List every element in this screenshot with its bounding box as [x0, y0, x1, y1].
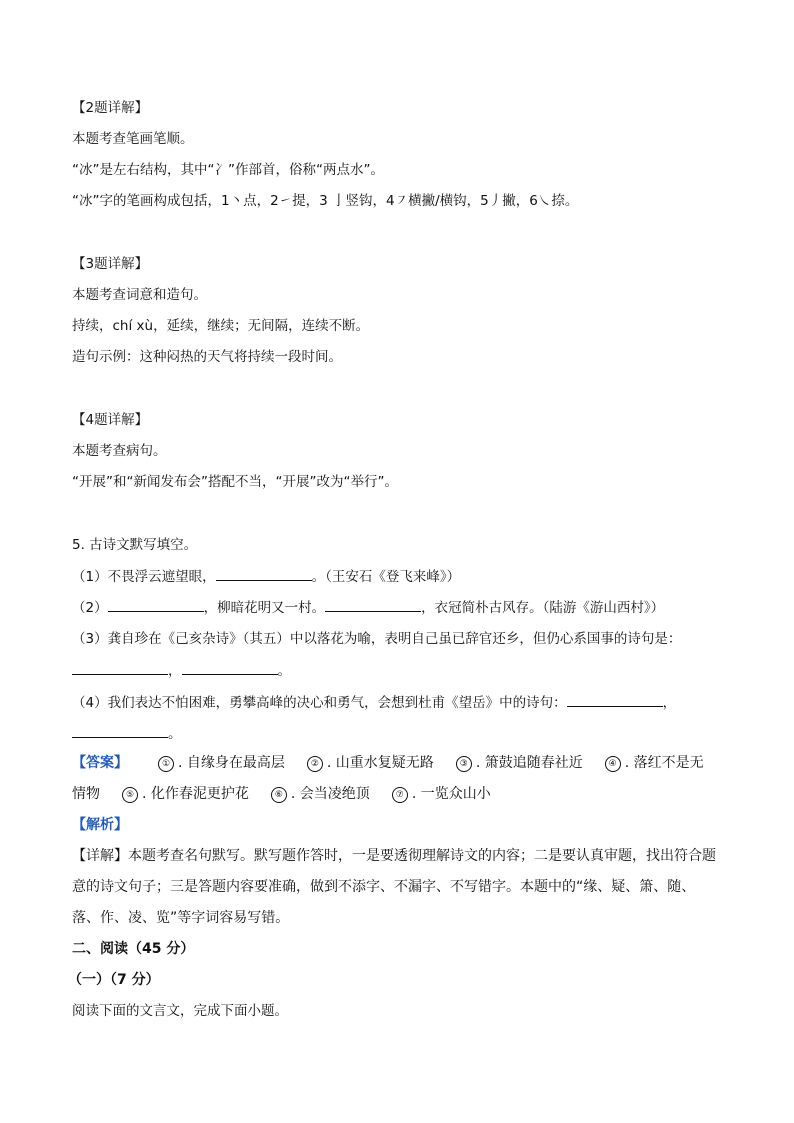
q5-part4-text-a: （4）我们表达不怕困难，勇攀高峰的决心和勇气，会想到杜甫《望岳》中的诗句：	[72, 695, 567, 711]
q2-heading: 【2题详解】	[72, 100, 149, 116]
q4-line2: “开展”和“新闻发布会”搭配不当，“开展”改为“举行”。	[72, 474, 398, 490]
q4-line1: 本题考查病句。	[72, 443, 167, 459]
q5-blank-7[interactable]	[72, 723, 168, 738]
answer-item-7-text: . 一览众山小	[411, 786, 491, 802]
circle-number-7: ⑦	[392, 787, 408, 803]
q2-line3: “冰”字的笔画构成包括，1丶点，2㇀提，3 亅竖钩，4㇇横撇/横钩，5丿撇，6㇏捺。	[72, 193, 579, 209]
q5-part1-text-a: （1）不畏浮云遮望眼，	[72, 569, 216, 585]
answer-item-6-text: . 会当凌绝顶	[290, 786, 370, 802]
q4-heading: 【4题详解】	[72, 412, 149, 428]
q5-title: 5. 古诗文默写填空。	[72, 537, 198, 553]
answer-item-6	[271, 786, 370, 802]
section-2-title: 二、阅读（45 分）	[72, 941, 195, 957]
q5-part3-blanks	[72, 660, 291, 681]
q5-blank-4[interactable]	[72, 660, 168, 675]
answer-line2	[72, 784, 491, 804]
q5-part3-text-b: ，	[168, 663, 182, 679]
answer-item-4-tail: 情物	[72, 786, 100, 802]
q5-part2-text-a: （2）	[72, 600, 108, 616]
answer-item-3-text: . 箫鼓追随春社近	[475, 755, 583, 771]
q5-part2-text-b: ，柳暗花明又一村。	[203, 600, 326, 616]
q5-part1-text-b: 。（王安石《登飞来峰》）	[311, 569, 461, 585]
answer-item-1-text: . 自缘身在最高层	[178, 755, 285, 771]
q2-line2: “冰”是左右结构，其中“冫”作部首，俗称“两点水”。	[72, 162, 384, 178]
answer-item-2	[307, 755, 434, 771]
answer-item-3	[456, 755, 583, 771]
q3-line2: 持续，chí xù，延续，继续；无间隔，连续不断。	[72, 318, 370, 334]
q5-part4	[72, 692, 676, 713]
q5-part3-text-a: （3）龚自珍在《己亥杂诗》（其五）中以落花为喻，表明自己虽已辞官还乡，但仍心系国事的诗句是：	[72, 631, 682, 647]
q5-blank-2[interactable]	[108, 597, 204, 612]
analysis-line2: 意的诗文句子；三是答题内容要准确，做到不添字、不漏字、不写错字。本题中的“缘、疑、箫、随、	[72, 879, 696, 895]
answer-item-2-text: . 山重水复疑无路	[326, 755, 434, 771]
answer-item-5-text: . 化作春泥更护花	[142, 786, 249, 802]
circle-number-3: ③	[456, 756, 472, 772]
q5-blank-6[interactable]	[567, 692, 663, 707]
circle-number-1: ①	[158, 756, 174, 772]
circle-number-2: ②	[307, 756, 323, 772]
answer-line1	[72, 753, 704, 773]
analysis-line1	[72, 846, 716, 866]
analysis-line3: 落、作、凌、览”等字词容易写错。	[72, 910, 290, 926]
q5-part3-text-c: 。	[277, 663, 291, 679]
circle-number-5: ⑤	[122, 787, 138, 803]
q5-part4-line2	[72, 723, 182, 744]
q5-part2	[72, 597, 664, 618]
answer-item-7	[392, 786, 491, 802]
q5-blank-5[interactable]	[182, 660, 278, 675]
q5-part2-text-c: ，衣冠简朴古风存。（陆游《游山西村》）	[421, 600, 665, 616]
q3-line1: 本题考查词意和造句。	[72, 287, 207, 303]
answer-item-1	[158, 755, 285, 771]
q5-blank-3[interactable]	[325, 597, 421, 612]
answer-item-4-text: . 落红不是无	[624, 755, 704, 771]
q3-heading: 【3题详解】	[72, 256, 149, 272]
answer-item-5	[122, 786, 249, 802]
analysis-label: 【解析】	[72, 817, 128, 833]
analysis-line1-text: 本题考查名句默写。默写题作答时，一是要透彻理解诗文的内容；二是要认真审题，找出符合题	[128, 848, 716, 864]
answer-item-4	[605, 755, 704, 771]
q2-line1: 本题考查笔画笔顺。	[72, 131, 194, 147]
q5-part1	[72, 566, 460, 587]
q5-blank-1[interactable]	[216, 566, 312, 581]
q5-part4-text-c: 。	[168, 726, 182, 742]
section-2-subtitle: （一）（7 分）	[68, 972, 160, 988]
section-2-instruction: 阅读下面的文言文，完成下面小题。	[72, 1003, 288, 1019]
analysis-detail-label: 【详解】	[72, 848, 128, 864]
circle-number-4: ④	[605, 756, 621, 772]
q5-part4-text-b: ，	[662, 695, 677, 711]
q3-line3: 造句示例：这种闷热的天气将持续一段时间。	[72, 349, 342, 365]
answer-label: 【答案】	[72, 755, 128, 771]
circle-number-6: ⑥	[271, 787, 287, 803]
